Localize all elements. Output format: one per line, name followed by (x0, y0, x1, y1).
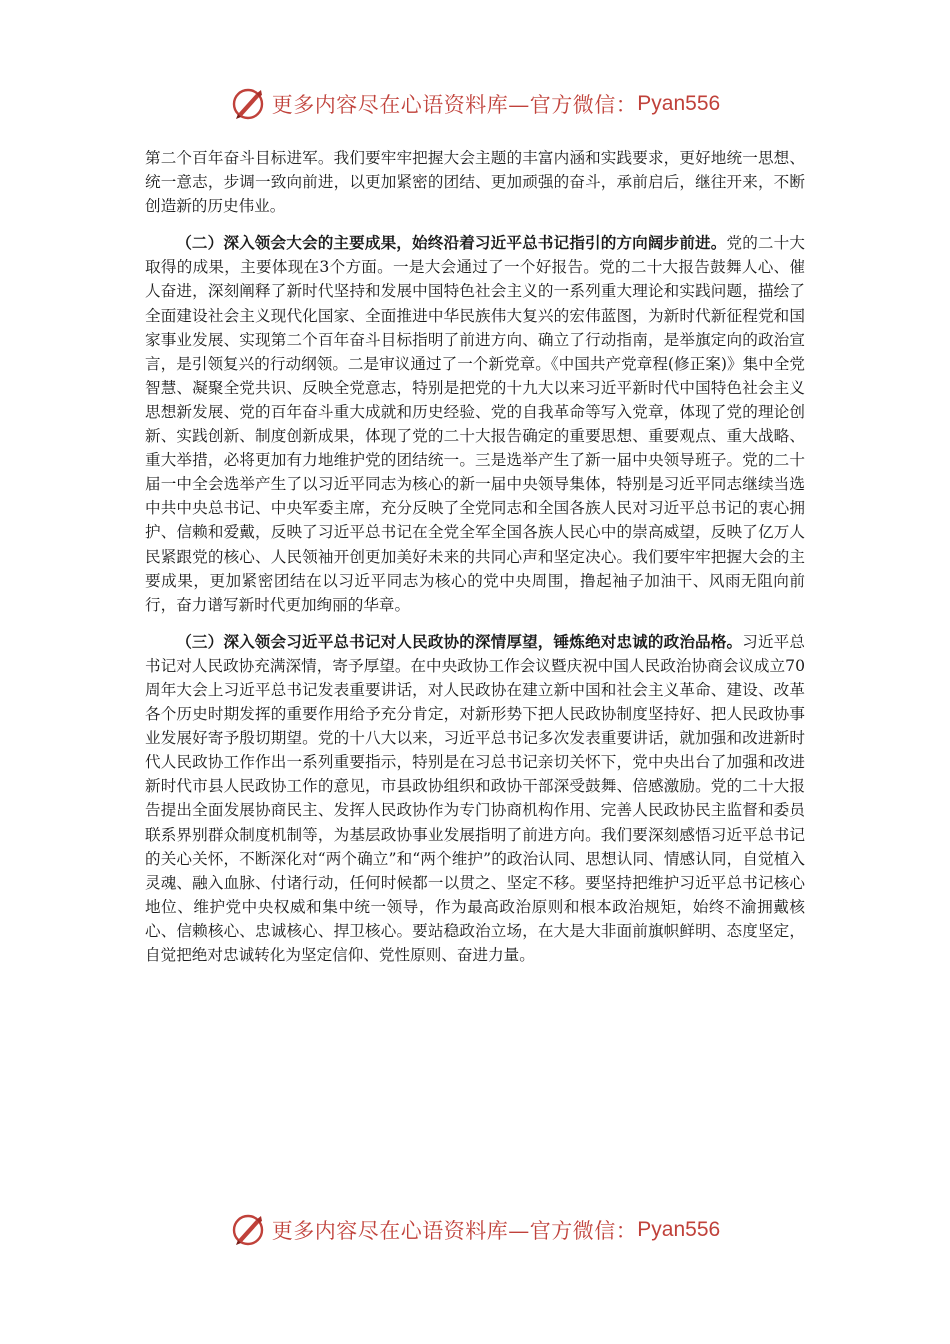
wechat-id: Pyan556 (637, 92, 721, 115)
paragraph-2 (145, 231, 805, 617)
banner-text: 更多内容尽在心语资料库—官方微信： (271, 93, 638, 117)
section-heading: （三）深入领会习近平总书记对人民政协的深情厚望，锤炼绝对忠诚的政治品格。 (176, 631, 743, 651)
document-body (145, 146, 805, 980)
paragraph-3 (145, 630, 805, 967)
paragraph-body: 习近平总书记对人民政协充满深情，寄予厚望。在中央政协工作会议暨庆祝中国人民政治协商会议成立70周年大会上习近平总书记发表重要讲话，对人民政协在建立新中国和社会主义革命、建设、改革各个历史时期发挥的重要作用给予充分肯定，对新形势下把人民政协制度坚持好、把人民政协事业发展好寄予殷切期望。党的十八大以来，习近平总书记多次发表重要讲话，就加强和改进新时代人民政协工作作出一系列重要指示，特别是在习总书记亲切关怀下，党中央出台了加强和改进新时代市县人民政协工作的意见，市县政协组织和政协干部深受鼓舞、倍感激励。党的二十大报告提出全面发展协商民主、发挥人民政协作为专门协商机构作用、完善人民政协民主监督和委员联系界别群众制度机制等，为基层政协事业发展指明了前进方向。我们要深刻感悟习近平总书记的关心关怀，不断深化对“两个确立”和“两个维护”的政治认同、思想认同、情感认同，自觉植入灵魂、融入血脉、付诸行动，任何时候都一以贯之、坚定不移。要坚持把维护习近平总书记核心地位、维护党中央权威和集中统一领导，作为最高政治原则和根本政治规矩，始终不渝拥戴核心、信赖核心、忠诚核心、捍卫核心。要站稳政治立场，在大是大非面前旗帜鲜明、态度坚定，自觉把绝对忠诚转化为坚定信仰、党性原则、奋进力量。 (145, 632, 805, 964)
paragraph-body: 第二个百年奋斗目标进军。我们要牢牢把握大会主题的丰富内涵和实践要求，更好地统一思想、统一意志，步调一致向前进，以更加紧密的团结、更加顽强的奋斗，承前启后，继往开来，不断创造新的历史伟业。 (145, 149, 805, 216)
banner-text: 更多内容尽在心语资料库—官方微信： (271, 1219, 638, 1243)
paragraph-1 (145, 146, 805, 218)
header-banner (0, 82, 950, 126)
quill-logo-icon (230, 86, 266, 122)
wechat-id: Pyan556 (637, 1218, 721, 1241)
paragraph-body: 党的二十大取得的成果，主要体现在3个方面。一是大会通过了一个好报告。党的二十大报告鼓舞人心、催人奋进，深刻阐释了新时代坚持和发展中国特色社会主义的一系列重大理论和实践问题，描绘了全面建设社会主义现代化国家、全面推进中华民族伟大复兴的宏伟蓝图，为新时代新征程党和国家事业发展、实现第二个百年奋斗目标指明了前进方向、确立了行动指南，是举旗定向的政治宣言，是引领复兴的行动纲领。二是审议通过了一个新党章。《中国共产党章程(修正案)》集中全党智慧、凝聚全党共识、反映全党意志，特别是把党的十九大以来习近平新时代中国特色社会主义思想新发展、党的百年奋斗重大成就和历史经验、党的自我革命等写入党章，体现了党的理论创新、实践创新、制度创新成果，体现了党的二十大报告确定的重要思想、重要观点、重大战略、重大举措，必将更加有力地维护党的团结统一。三是选举产生了新一届中央领导班子。党的二十届一中全会选举产生了以习近平同志为核心的新一届中央领导集体，特别是习近平同志继续当选中共中央总书记、中央军委主席，充分反映了全党同志和全国各族人民对习近平总书记的衷心拥护、信赖和爱戴，反映了习近平总书记在全党全军全国各族人民心中的崇高威望，反映了亿万人民紧跟党的核心、人民领袖开创更加美好未来的共同心声和坚定决心。我们要牢牢把握大会的主要成果，更加紧密团结在以习近平同志为核心的党中央周围，撸起袖子加油干、风雨无阻向前行，奋力谱写新时代更加绚丽的华章。 (145, 234, 805, 614)
footer-banner (0, 1208, 950, 1252)
section-heading: （二）深入领会大会的主要成果，始终沿着习近平总书记指引的方向阔步前进。 (176, 233, 727, 253)
quill-logo-icon (230, 1212, 266, 1248)
